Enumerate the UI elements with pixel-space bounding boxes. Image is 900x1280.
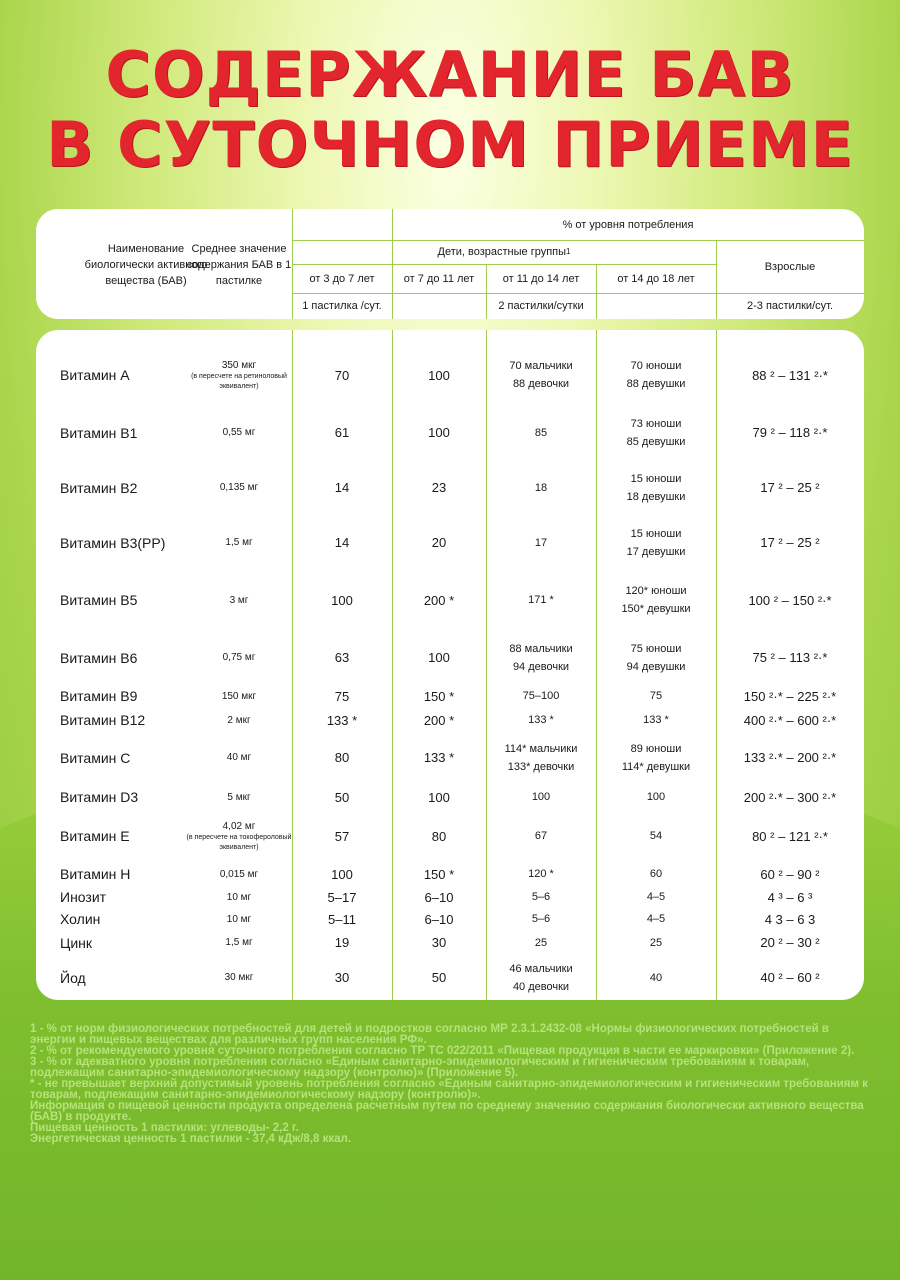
table-row	[36, 630, 864, 685]
header-age-4: от 14 до 18 лет	[617, 272, 695, 285]
header-age-2: от 7 до 11 лет	[403, 272, 475, 285]
percent-age-3-7: 100	[331, 592, 353, 608]
percent-age-14-18: 75 юноши 94 девушки	[626, 642, 686, 673]
percent-age-3-7: 19	[334, 935, 350, 950]
percent-adults: 75 ² – 113 ²·*	[752, 650, 828, 665]
footnote-line: Информация о пищевой ценности продукта определена расчетным путем по среднему значению содержания биологически активного вещества (БАВ) в продукте.	[30, 1100, 864, 1123]
table-row	[36, 812, 864, 860]
average-dose	[184, 886, 294, 908]
percent-age-14-18: 133 *	[643, 714, 669, 726]
dose-value: 0,135 мг	[219, 482, 259, 493]
percent-age-14-18: 40	[649, 971, 663, 984]
average-dose	[184, 630, 294, 685]
percent-age-7-11: 20	[431, 535, 447, 550]
dose-value: 2 мкг	[227, 714, 251, 726]
percent-age-14-18: 60	[649, 868, 663, 880]
dose-value: 0,015 мг	[219, 868, 259, 880]
substance-name: Витамин В5	[60, 592, 138, 608]
table-row	[36, 782, 864, 812]
footnote-line: Пищевая ценность 1 пастилки: углеводы- 2,2 г.	[30, 1122, 299, 1134]
header-dose-2: 2 пастилки/сутки	[498, 300, 584, 312]
percent-age-7-11: 100	[428, 789, 450, 805]
table-row	[36, 684, 864, 708]
average-dose	[184, 735, 294, 780]
percent-age-11-14: 17	[534, 536, 548, 549]
percent-age-7-11: 100	[428, 367, 450, 383]
percent-age-7-11: 200 *	[423, 712, 455, 728]
percent-age-7-11: 6–10	[424, 911, 454, 927]
percent-adults: 20 ² – 30 ²	[760, 935, 820, 950]
table-row	[36, 570, 864, 630]
substance-name: Инозит	[60, 889, 107, 905]
substance-name: Витамин Е	[60, 828, 130, 844]
dose-value: 40 мг	[226, 752, 252, 763]
footnote-line: 3 - % от адекватного уровня потребления согласно «Единым санитарно-эпидемиологическим и гигиеническим требованиям к товарам, подлежащим санитарно-эпидемиологическому надзору (контролю)» (Приложение 5).	[30, 1056, 810, 1079]
percent-age-11-14: 88 мальчики 94 девочки	[509, 642, 573, 673]
dose-value: 350 мкг	[221, 359, 257, 371]
percent-age-14-18: 4–5	[646, 891, 666, 903]
table-body	[36, 330, 864, 1000]
substance-name: Витамин В12	[60, 712, 146, 728]
table-row	[36, 515, 864, 570]
table-row	[36, 708, 864, 732]
average-dose	[184, 708, 294, 732]
percent-age-3-7: 50	[334, 789, 350, 805]
percent-age-7-11: 50	[431, 970, 447, 985]
title-line-1: СОДЕРЖАНИЕ БАВ	[105, 38, 795, 111]
percent-adults: 80 ² – 121 ²·*	[752, 828, 828, 844]
average-dose	[184, 908, 294, 930]
percent-age-11-14: 100	[531, 791, 551, 803]
dose-value: 0,55 мг	[222, 427, 256, 438]
table-row	[36, 908, 864, 930]
percent-age-3-7: 100	[331, 866, 353, 882]
substance-name: Витамин С	[60, 749, 131, 766]
average-dose	[184, 812, 294, 860]
dose-value: 10 мг	[226, 891, 252, 903]
header-children-title: Дети, возрастные группы 1	[437, 246, 571, 258]
average-dose	[184, 930, 294, 955]
percent-age-3-7: 63	[334, 650, 350, 665]
footnote-line: 1 - % от норм физиологических потребностей для детей и подростков согласно МР 2.3.1.2432-08 «Нормы физиологических потребностей в энергии и пищевых веществах для различных групп населения РФ».	[30, 1023, 829, 1046]
percent-age-14-18: 25	[649, 936, 663, 949]
percent-age-3-7: 75	[334, 688, 350, 704]
table-row	[36, 735, 864, 780]
table-row	[36, 460, 864, 515]
table-header	[36, 209, 864, 319]
table-row	[36, 340, 864, 410]
substance-name: Йод	[60, 969, 86, 986]
substance-name: Витамин Н	[60, 866, 131, 882]
percent-age-14-18: 15 юноши 18 девушки	[626, 472, 686, 503]
substance-name: Витамин В6	[60, 649, 138, 666]
percent-age-3-7: 133 *	[326, 712, 358, 728]
percent-adults: 200 ²·* – 300 ²·*	[743, 789, 837, 805]
substance-name: Витамин В1	[60, 424, 138, 441]
percent-adults: 4 ³ – 6 ³	[767, 889, 813, 905]
percent-age-11-14: 25	[534, 936, 548, 949]
percent-age-7-11: 150 *	[423, 866, 455, 882]
table-row	[36, 955, 864, 1000]
header-age-1: от 3 до 7 лет	[309, 272, 375, 285]
percent-adults: 17 ² – 25 ²	[760, 480, 820, 495]
percent-age-3-7: 5–11	[328, 911, 356, 927]
average-dose	[184, 515, 294, 570]
percent-age-11-14: 120 *	[528, 868, 554, 880]
percent-adults: 150 ²·* – 225 ²·*	[743, 688, 837, 704]
percent-age-3-7: 14	[334, 480, 350, 495]
percent-age-11-14: 46 мальчики 40 девочки	[509, 962, 573, 993]
substance-name: Витамин В3(РР)	[60, 534, 166, 551]
header-percent-title: % от уровня потребления	[562, 218, 694, 231]
percent-age-11-14: 85	[534, 426, 548, 439]
percent-age-14-18: 75	[649, 690, 663, 702]
percent-age-11-14: 133 *	[528, 714, 554, 726]
percent-age-7-11: 23	[431, 480, 447, 495]
percent-age-14-18: 70 юноши 88 девушки	[626, 360, 686, 390]
percent-age-14-18: 100	[646, 791, 666, 803]
percent-age-3-7: 57	[334, 828, 350, 844]
average-dose	[184, 340, 294, 410]
dose-value: 30 мкг	[224, 972, 254, 983]
percent-adults: 79 ² – 118 ²·*	[752, 425, 828, 440]
dose-value: 150 мкг	[221, 690, 257, 702]
substance-name: Витамин В2	[60, 479, 138, 496]
percent-adults: 400 ²·* – 600 ²·*	[743, 712, 837, 728]
dose-note: (в пересчете на ретиноловый эквивалент)	[191, 372, 287, 390]
percent-adults: 88 ² – 131 ²·*	[752, 367, 828, 383]
footnote-line: 2 - % от рекомендуемого уровня суточного потребления согласно ТР ТС 022/2011 «Пищевая продукция в части ее маркировки» (Приложение 2).	[30, 1045, 855, 1057]
average-dose	[184, 570, 294, 630]
percent-age-11-14: 18	[534, 481, 548, 494]
dose-value: 0,75 мг	[222, 652, 256, 663]
dose-value: 5 мкг	[227, 791, 251, 803]
footnotes	[30, 1024, 870, 1145]
percent-age-14-18: 73 юноши 85 девушки	[626, 417, 686, 448]
table-row	[36, 405, 864, 460]
percent-adults: 4 3 – 6 3	[764, 911, 816, 927]
average-dose	[184, 862, 294, 886]
percent-age-11-14: 171 *	[528, 594, 554, 606]
percent-age-3-7: 30	[334, 970, 350, 985]
percent-age-14-18: 120* юноши 150* девушки	[621, 585, 691, 615]
header-age-3: от 11 до 14 лет	[502, 272, 580, 285]
percent-age-7-11: 80	[431, 828, 447, 844]
percent-age-7-11: 133 *	[423, 750, 455, 765]
substance-name: Витамин А	[60, 367, 130, 383]
children-sup: 1	[566, 247, 571, 256]
percent-adults: 133 ²·* – 200 ²·*	[743, 750, 837, 765]
percent-age-7-11: 6–10	[424, 889, 454, 905]
percent-adults: 60 ² – 90 ²	[760, 866, 820, 882]
header-avg-column: Среднее значение содержания БАВ в 1 пастилке	[186, 242, 292, 287]
percent-age-14-18: 54	[649, 830, 663, 842]
header-name-column: Наименование биологически активного вещества (БАВ)	[84, 242, 208, 287]
percent-age-11-14: 70 мальчики 88 девочки	[509, 360, 573, 390]
average-dose	[184, 460, 294, 515]
title-line-2: В СУТОЧНОМ ПРИЕМЕ	[46, 108, 854, 181]
percent-age-11-14: 114* мальчики 133* девочки	[504, 742, 578, 773]
percent-age-14-18: 15 юноши 17 девушки	[626, 527, 686, 558]
footnote-line: * - не превышает верхний допустимый уровень потребления согласно «Единым санитарно-эпидемиологическим и гигиеническим требованиям к товарам, подлежащим санитарно-эпидемиологическому надзору (контролю)».	[30, 1078, 868, 1101]
footnote-line: Энергетическая ценность 1 пастилки - 37,4 кДж/8,8 ккал.	[30, 1133, 352, 1145]
average-dose	[184, 684, 294, 708]
percent-age-3-7: 70	[334, 367, 350, 383]
substance-name: Цинк	[60, 934, 93, 951]
header-dose-3: 2-3 пастилки/сут.	[746, 300, 834, 312]
percent-age-7-11: 30	[431, 935, 447, 950]
percent-age-7-11: 100	[428, 650, 450, 665]
percent-age-11-14: 67	[534, 830, 548, 842]
percent-age-14-18: 89 юноши 114* девушки	[621, 742, 691, 773]
percent-age-3-7: 5–17	[327, 889, 357, 905]
dose-value: 10 мг	[226, 913, 252, 925]
percent-age-14-18: 4–5	[646, 913, 666, 925]
dose-value: 1,5 мг	[225, 537, 253, 548]
dose-value: 4,02 мг	[222, 820, 256, 832]
percent-age-7-11: 150 *	[423, 688, 455, 704]
percent-age-7-11: 200 *	[423, 592, 455, 608]
percent-age-3-7: 80	[334, 750, 350, 765]
percent-adults: 40 ² – 60 ²	[760, 970, 820, 985]
average-dose	[184, 955, 294, 1000]
substance-name: Витамин D3	[60, 789, 139, 805]
average-dose	[184, 782, 294, 812]
table-row	[36, 862, 864, 886]
header-adults: Взрослые	[764, 260, 816, 273]
percent-age-11-14: 5–6	[531, 913, 551, 925]
header-dose-1: 1 пастилка /сут.	[302, 300, 382, 312]
dose-value: 1,5 мг	[225, 937, 253, 948]
substance-name: Витамин В9	[60, 688, 138, 704]
page-title	[0, 40, 900, 180]
dose-value: 3 мг	[229, 594, 249, 606]
table-row	[36, 930, 864, 955]
percent-age-3-7: 14	[334, 535, 350, 550]
percent-adults: 100 ² – 150 ²·*	[748, 592, 832, 608]
percent-adults: 17 ² – 25 ²	[760, 535, 820, 550]
percent-age-7-11: 100	[428, 425, 450, 440]
percent-age-11-14: 75–100	[522, 690, 560, 702]
table-row	[36, 886, 864, 908]
substance-name: Холин	[60, 911, 101, 927]
percent-age-3-7: 61	[334, 425, 350, 440]
average-dose	[184, 405, 294, 460]
dose-note: (в пересчете на токофероловый эквивалент)	[186, 833, 292, 851]
percent-age-11-14: 5–6	[531, 891, 551, 903]
